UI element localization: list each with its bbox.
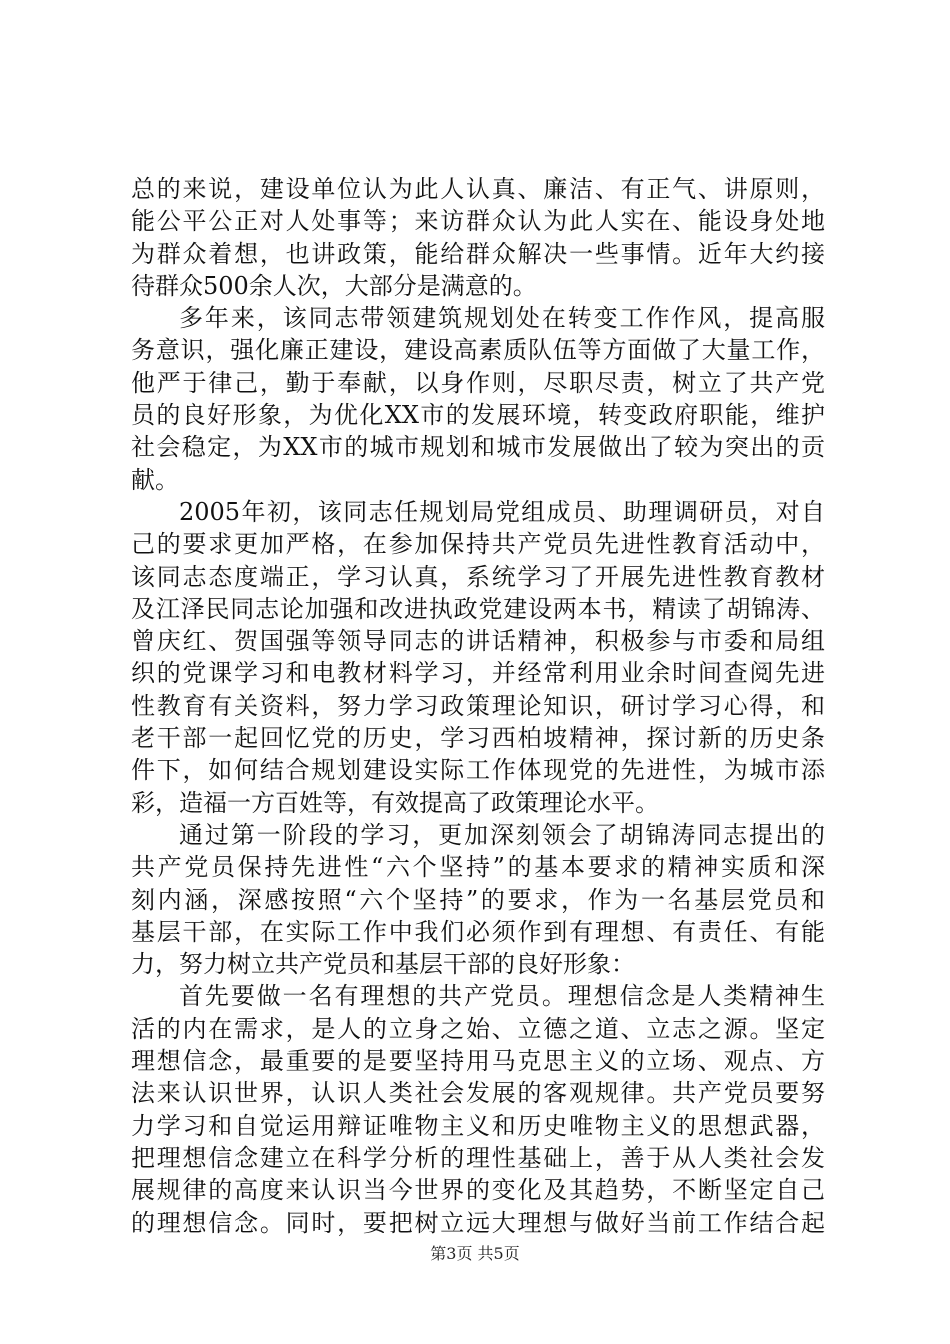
text-line: 2005年初，该同志任规划局党组成员、助理调研员，对自 — [179, 497, 825, 526]
text-line: 该同志态度端正，学习认真，系统学习了开展先进性教育教材 — [131, 562, 825, 591]
text-line: 待群众500余人次，大部分是满意的。 — [131, 271, 537, 300]
text-line: 曾庆红、贺国强等领导同志的讲话精神，积极参与市委和局组 — [131, 627, 825, 656]
text-line: 的理想信念。同时，要把树立远大理想与做好当前工作结合起 — [131, 1208, 825, 1237]
text-line: 力学习和自觉运用辩证唯物主义和历史唯物主义的思想武器， — [131, 1111, 825, 1140]
text-line: 首先要做一名有理想的共产党员。理想信念是人类精神生 — [179, 982, 825, 1011]
text-line: 己的要求更加严格，在参加保持共产党员先进性教育活动中， — [131, 530, 825, 559]
text-line: 为群众着想，也讲政策，能给群众解决一些事情。近年大约接 — [131, 239, 825, 268]
text-line: 他严于律己，勤于奉献，以身作则，尽职尽责，树立了共产党 — [131, 368, 825, 397]
text-line: 法来认识世界，认识人类社会发展的客观规律。共产党员要努 — [131, 1079, 825, 1108]
text-line: 共产党员保持先进性“六个坚持”的基本要求的精神实质和深 — [131, 853, 825, 882]
text-line: 基层干部，在实际工作中我们必须作到有理想、有责任、有能 — [131, 917, 825, 946]
text-line: 员的良好形象，为优化XX市的发展环境，转变政府职能，维护 — [131, 401, 825, 430]
text-line: 刻内涵，深感按照“六个坚持”的要求，作为一名基层党员和 — [131, 885, 825, 914]
text-line: 献。 — [131, 465, 179, 494]
text-line: 力，努力树立共产党员和基层干部的良好形象： — [131, 950, 635, 979]
text-line: 理想信念，最重要的是要坚持用马克思主义的立场、观点、方 — [131, 1047, 825, 1076]
text-line: 总的来说，建设单位认为此人认真、廉洁、有正气、讲原则， — [131, 175, 825, 203]
text-line: 织的党课学习和电教材料学习，并经常利用业余时间查阅先进 — [131, 659, 825, 688]
text-line: 老干部一起回忆党的历史，学习西柏坡精神，探讨新的历史条 — [131, 724, 825, 753]
text-line: 把理想信念建立在科学分析的理性基础上，善于从人类社会发 — [131, 1143, 825, 1172]
text-line: 展规律的高度来认识当今世界的变化及其趋势，不断坚定自己 — [131, 1176, 825, 1205]
text-line: 活的内在需求，是人的立身之始、立德之道、立志之源。坚定 — [131, 1014, 825, 1043]
page-footer: 第3页 共5页 — [430, 1244, 520, 1263]
text-line: 多年来，该同志带领建筑规划处在转变工作作风，提高服 — [179, 304, 825, 333]
text-line: 通过第一阶段的学习，更加深刻领会了胡锦涛同志提出的 — [179, 820, 825, 849]
text-line: 彩，造福一方百姓等，有效提高了政策理论水平。 — [131, 788, 659, 817]
text-line: 性教育有关资料，努力学习政策理论知识，研讨学习心得，和 — [131, 691, 825, 720]
text-line: 件下，如何结合规划建设实际工作体现党的先进性，为城市添 — [131, 756, 825, 785]
text-line: 及江泽民同志论加强和改进执政党建设两本书，精读了胡锦涛、 — [131, 594, 825, 623]
text-line: 务意识，强化廉正建设，建设高素质队伍等方面做了大量工作， — [131, 336, 825, 365]
document-body — [131, 173, 825, 1239]
text-line: 社会稳定，为XX市的城市规划和城市发展做出了较为突出的贡 — [131, 433, 825, 462]
text-line: 能公平公正对人处事等；来访群众认为此人实在、能设身处地 — [131, 207, 825, 236]
